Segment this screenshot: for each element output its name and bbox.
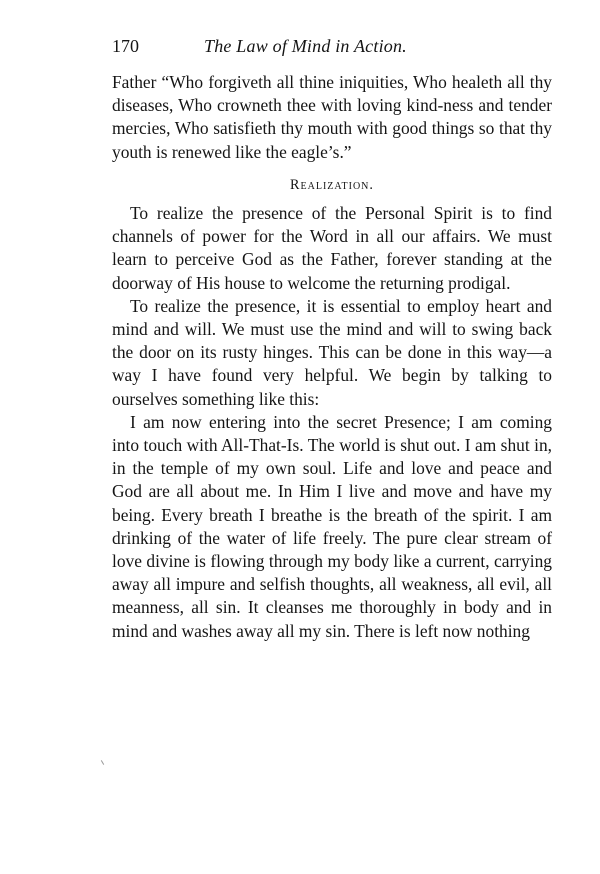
body-paragraph: To realize the presence of the Personal Spirit is to find channels of power for the Word in all our affairs. We must learn to perceive God as the Father, forever standing at the doorway of His house to welcome the returning prodigal.	[112, 203, 552, 293]
page-number: 170	[112, 36, 139, 56]
body-paragraph: I am now entering into the secret Presence; I am coming into touch with All-That-Is. The world is shut out. I am shut in, in the temple of my own soul. Life and love and peace and God are all about me. In Him I live and move and have my being. Every breath I breathe is the breath of the spirit. I am drinking of the water of life freely. The pure clear stream of love divine is flowing through my body like a current, carrying away all impure and selfish thoughts, all weakness, all evil, all meanness, all sin. It cleanses me thoroughly in body and in mind and washes away all my sin. There is left now nothing	[112, 411, 552, 641]
body-paragraph: To realize the presence, it is essential to employ heart and mind and will. We must use the mind and will to swing back the door on its rusty hinges. This can be done in this way—a way I have found very helpful. We begin by talking to ourselves something like this:	[112, 295, 552, 409]
running-title: The Law of Mind in Action.	[204, 36, 407, 56]
scan-mark	[101, 760, 104, 765]
section-heading: Realization.	[290, 176, 374, 193]
running-header	[112, 36, 552, 60]
book-page	[112, 36, 552, 643]
page-body	[112, 71, 552, 643]
opening-paragraph: Father “Who forgiveth all thine iniquities, Who healeth all thy diseases, Who crowneth thee with loving kind-ness and tender mercies, Who satisfieth thy mouth with good things so that thy youth is renewed like the eagle’s.”	[112, 72, 552, 162]
